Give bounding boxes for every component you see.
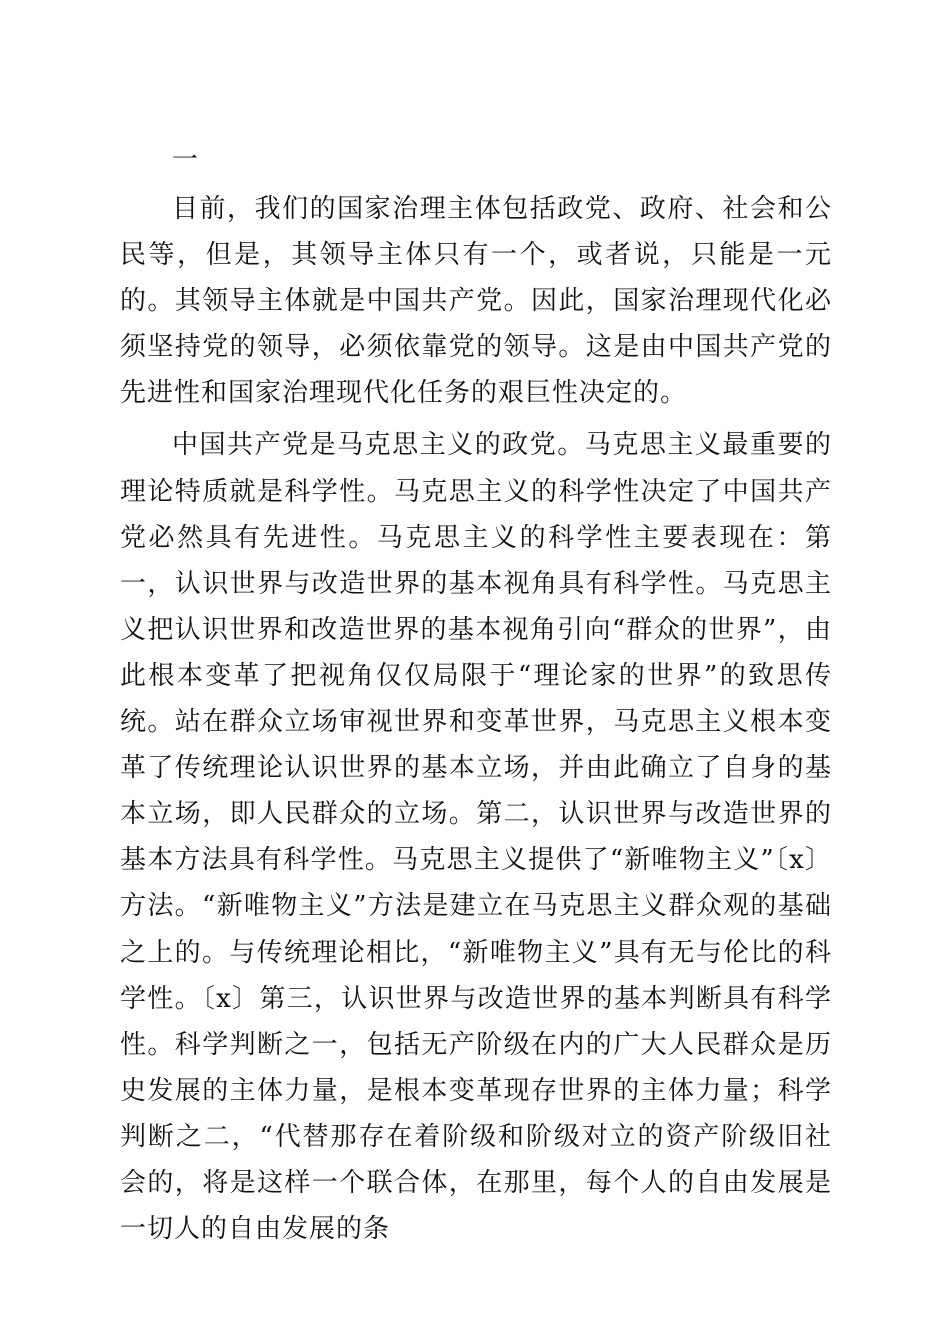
paragraph-1: 目前，我们的国家治理主体包括政党、政府、社会和公民等，但是，其领导主体只有一个，或者说，只能是一元的。其领导主体就是中国共产党。因此，国家治理现代化必须坚持党的领导，必须依靠党的领导。这是由中国共产党的先进性和国家治理现代化任务的艰巨性决定的。	[120, 194, 832, 409]
section-heading: 一	[172, 145, 199, 175]
paragraph-2: 中国共产党是马克思主义的政党。马克思主义最重要的理论特质就是科学性。马克思主义的科学性决定了中国共产党必然具有先进性。马克思主义的科学性主要表现在：第一，认识世界与改造世界的基本视角具有科学性。马克思主义把认识世界和改造世界的基本视角引向“群众的世界”，由此根本变革了把视角仅仅局限于“理论家的世界”的致思传统。站在群众立场审视世界和变革世界，马克思主义根本变革了传统理论认识世界的基本立场，并由此确立了自身的基本立场，即人民群众的立场。第二，认识世界与改造世界的基本方法具有科学性。马克思主义提供了“新唯物主义”〔x〕方法。“新唯物主义”方法是建立在马克思主义群众观的基础之上的。与传统理论相比，“新唯物主义”具有无与伦比的科学性。〔x〕第三，认识世界与改造世界的基本判断具有科学性。科学判断之一，包括无产阶级在内的广大人民群众是历史发展的主体力量，是根本变革现存世界的主体力量；科学判断之二，“代替那存在着阶级和阶级对立的资产阶级旧社会的，将是这样一个联合体，在那里，每个人的自由发展是一切人的自由发展的条	[120, 430, 832, 1245]
document-body	[120, 186, 832, 1252]
